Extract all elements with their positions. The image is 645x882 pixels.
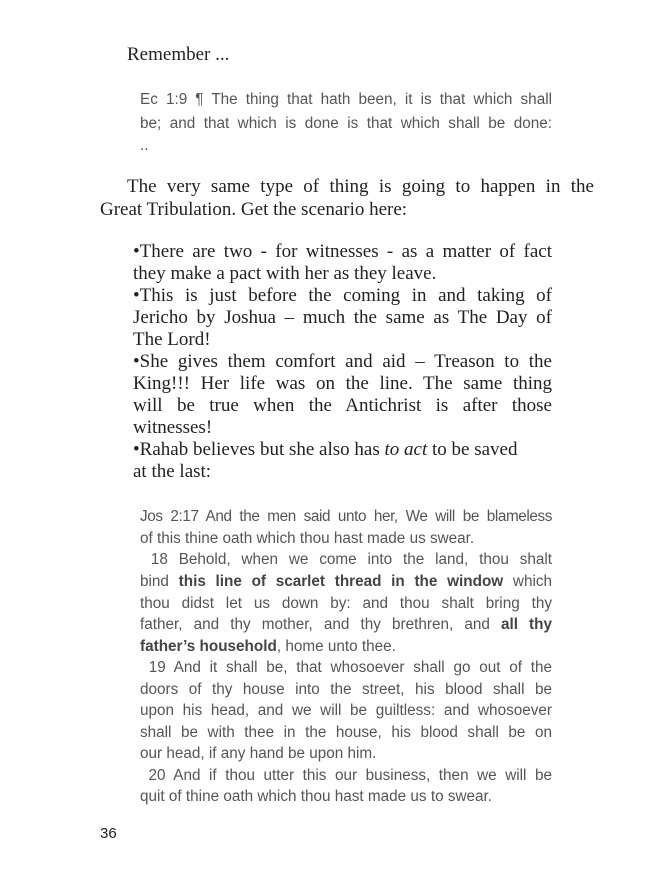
verse-ec-line: Ec 1:9 ¶ The thing that hath been, it is that which shall bbox=[140, 91, 552, 108]
emphasis: to act bbox=[384, 439, 428, 460]
text: father, and thy mother, and thy brethren, and bbox=[140, 616, 501, 633]
verse-jos-line: 19 And it shall be, that whosoever shall go out of the bbox=[140, 659, 552, 676]
bullet-line: will be true when the Antichrist is after those bbox=[133, 395, 552, 416]
verse-jos-line: of this thine oath which thou hast made us swear. bbox=[140, 530, 475, 547]
verse-jos-line bbox=[140, 573, 552, 591]
verse-jos-line: our head, if any hand be upon him. bbox=[140, 745, 377, 762]
bullet-line: The Lord! bbox=[133, 329, 211, 350]
text: to be saved bbox=[427, 439, 518, 460]
bullet-line: •She gives them comfort and aid – Treason to the bbox=[133, 351, 552, 372]
bold-text: father’s household bbox=[140, 638, 277, 655]
verse-ec-line: be; and that which is done is that which shall be done: bbox=[140, 115, 552, 132]
verse-jos-line: shall be with thee in the house, his blood shall be on bbox=[140, 724, 552, 741]
paragraph-line: The very same type of thing is going to happen in the bbox=[127, 176, 594, 197]
verse-jos-line: Jos 2:17 And the men said unto her, We will be blameless bbox=[140, 508, 552, 525]
bullet-line bbox=[133, 439, 517, 461]
verse-jos-line bbox=[140, 638, 396, 656]
text: •Rahab believes but she also has bbox=[133, 439, 385, 460]
verse-jos-line: upon his head, and we will be guiltless: and whosoever bbox=[140, 702, 552, 719]
bold-text: this line of scarlet thread in the window bbox=[178, 573, 504, 590]
paragraph-line: Great Tribulation. Get the scenario here: bbox=[100, 199, 408, 220]
bullet-line: Jericho by Joshua – much the same as The Day of bbox=[133, 307, 552, 328]
text: which bbox=[503, 573, 553, 590]
bullet-line: witnesses! bbox=[133, 417, 213, 438]
text: , home unto thee. bbox=[276, 638, 396, 655]
bullet-line: they make a pact with her as they leave. bbox=[133, 263, 437, 284]
verse-jos-line: quit of thine oath which thou hast made us to swear. bbox=[140, 788, 493, 805]
verse-jos-line: 18 Behold, when we come into the land, thou shalt bbox=[140, 551, 553, 568]
bold-text: all thy bbox=[500, 616, 553, 633]
bullet-line: •There are two - for witnesses - as a matter of fact bbox=[133, 241, 552, 262]
heading: Remember ... bbox=[127, 44, 230, 65]
page-number: 36 bbox=[100, 825, 117, 842]
verse-jos-line: thou didst let us down by: and thou shalt bring thy bbox=[140, 595, 552, 612]
text: bind bbox=[140, 573, 179, 590]
verse-jos-line: doors of thy house into the street, his blood shall be bbox=[140, 681, 552, 698]
verse-jos-line bbox=[140, 616, 552, 634]
verse-jos-line: 20 And if thou utter this our business, then we will be bbox=[140, 767, 552, 784]
bullet-line: King!!! Her life was on the line. The same thing bbox=[133, 373, 552, 394]
verse-ec-line: .. bbox=[140, 137, 149, 154]
bullet-line: •This is just before the coming in and taking of bbox=[133, 285, 552, 306]
bullet-line: at the last: bbox=[133, 461, 212, 482]
